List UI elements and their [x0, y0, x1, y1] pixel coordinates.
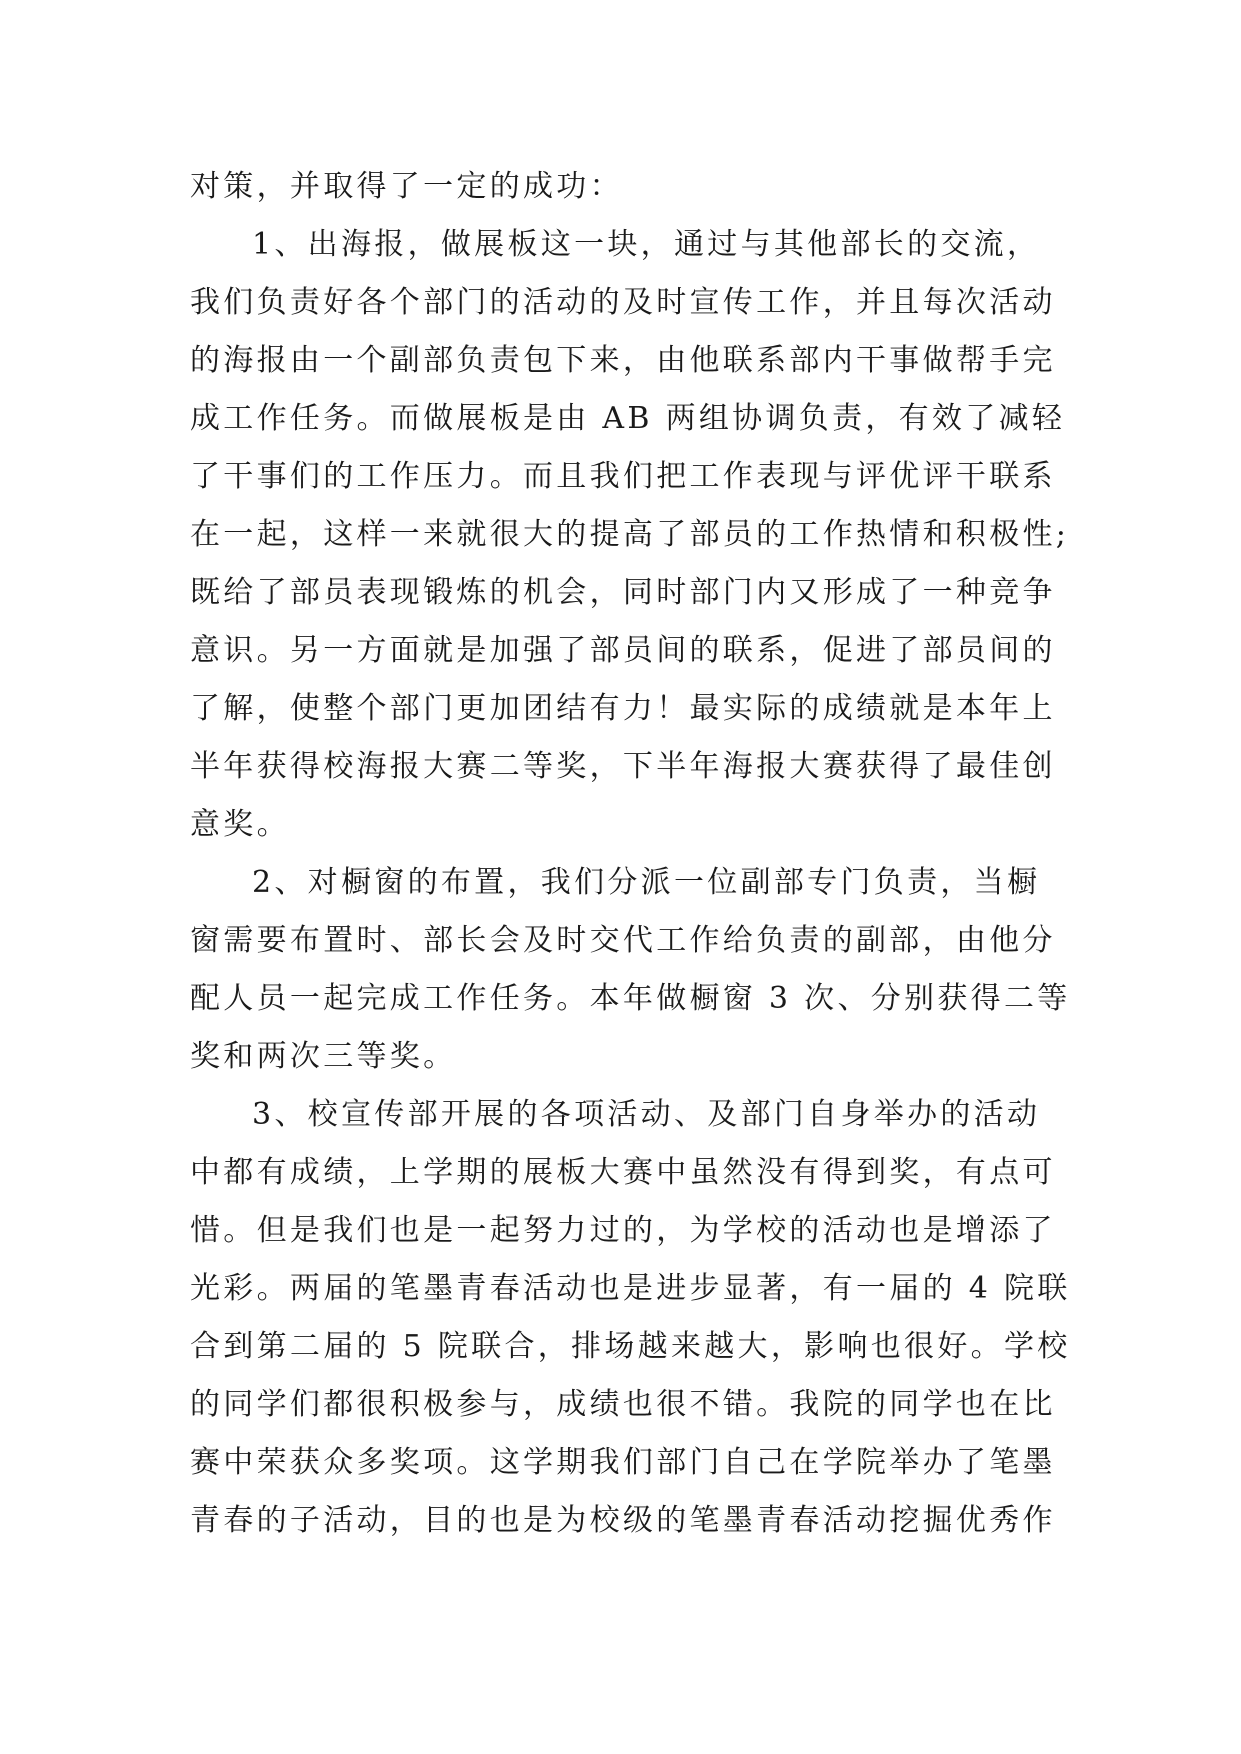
text-line: 半年获得校海报大赛二等奖，下半年海报大赛获得了最佳创	[190, 749, 1056, 784]
text-line: 惜。但是我们也是一起努力过的，为学校的活动也是增添了	[190, 1213, 1056, 1248]
text-line: 合到第二届的 5 院联合，排场越来越大，影响也很好。学校	[190, 1329, 1071, 1364]
text-line: 的海报由一个副部负责包下来，由他联系部内干事做帮手完	[190, 343, 1056, 378]
text-line: 对策，并取得了一定的成功：	[190, 169, 623, 204]
text-line: 赛中荣获众多奖项。这学期我们部门自己在学院举办了笔墨	[190, 1445, 1056, 1480]
body-text	[190, 158, 1071, 1550]
text-line: 光彩。两届的笔墨青春活动也是进步显著，有一届的 4 院联	[190, 1271, 1071, 1306]
paragraph-2-first-line: 2、对橱窗的布置，我们分派一位副部专门负责，当橱	[252, 865, 1041, 900]
text-line: 成工作任务。而做展板是由 AB 两组协调负责，有效了减轻	[190, 401, 1066, 436]
text-line: 中都有成绩，上学期的展板大赛中虽然没有得到奖，有点可	[190, 1155, 1056, 1190]
text-line: 在一起，这样一来就很大的提高了部员的工作热情和积极性;	[190, 517, 1070, 552]
text-line: 意奖。	[190, 807, 290, 842]
text-line: 的同学们都很积极参与，成绩也很不错。我院的同学也在比	[190, 1387, 1056, 1422]
text-line: 配人员一起完成工作任务。本年做橱窗 3 次、分别获得二等	[190, 981, 1071, 1016]
paragraph-3-first-line: 3、校宣传部开展的各项活动、及部门自身举办的活动	[252, 1097, 1041, 1132]
text-line: 奖和两次三等奖。	[190, 1039, 457, 1074]
text-line: 我们负责好各个部门的活动的及时宣传工作，并且每次活动	[190, 285, 1056, 320]
text-line: 既给了部员表现锻炼的机会，同时部门内又形成了一种竞争	[190, 575, 1056, 610]
text-line: 意识。另一方面就是加强了部员间的联系，促进了部员间的	[190, 633, 1056, 668]
text-line: 青春的子活动，目的也是为校级的笔墨青春活动挖掘优秀作	[190, 1503, 1056, 1538]
paragraph-1-first-line: 1、出海报，做展板这一块，通过与其他部长的交流，	[252, 227, 1041, 262]
text-line: 了干事们的工作压力。而且我们把工作表现与评优评干联系	[190, 459, 1056, 494]
text-line: 窗需要布置时、部长会及时交代工作给负责的副部，由他分	[190, 923, 1056, 958]
text-line: 了解，使整个部门更加团结有力！最实际的成绩就是本年上	[190, 691, 1056, 726]
